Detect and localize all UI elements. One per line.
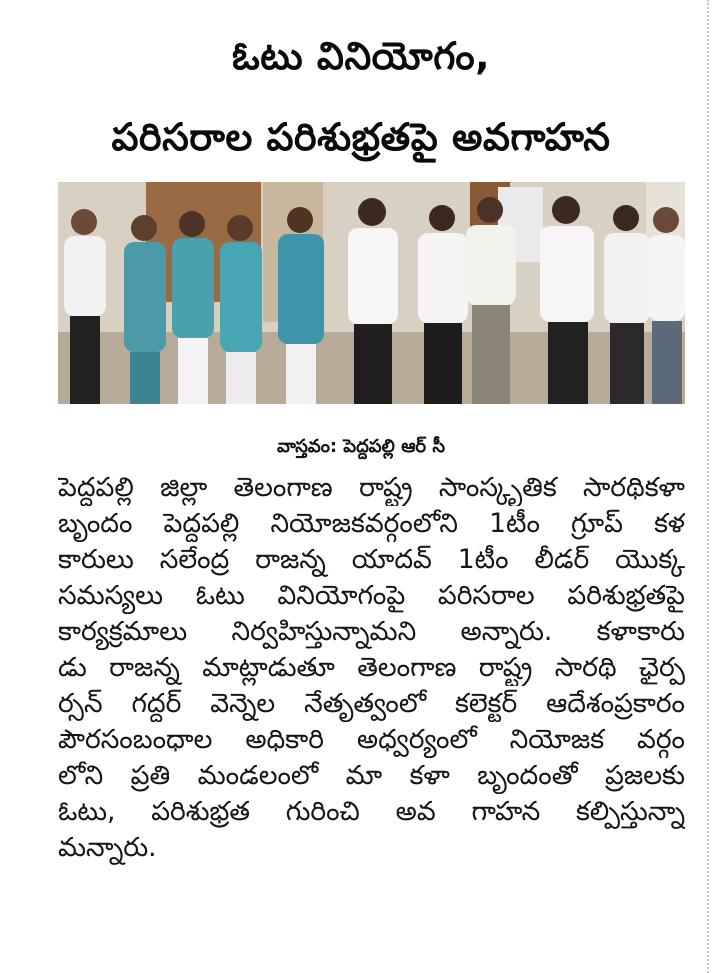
article-body [58, 470, 685, 866]
article-line: పౌరసంబంధాల అధికారి అధ్వర్యంలో నియోజక వర్గం [58, 724, 685, 755]
article-line: ర్సన్ గద్దర్ వెన్నెల నేతృత్వంలో కలెక్టర్ ఆదేశంప్రకారం [58, 688, 685, 719]
article-line: డు రాజన్న మాట్లాడుతూ తెలంగాణ రాష్ట్ర సారథి ఛైర్ప [58, 652, 685, 683]
article-line: కారులు సలేంద్ర రాజన్న యాదవ్ 1టీం లీడర్ యొక్క [58, 544, 685, 575]
article-line: మన్నారు. [58, 832, 157, 863]
group-photo-illustration [58, 182, 685, 404]
article-line: ఓటు, పరిశుభ్రత గురించి అవ గాహన కల్పిస్తున్నా [58, 796, 685, 827]
group-photo [58, 182, 685, 404]
headline-line-1: ఓటు వినియోగం, [231, 34, 491, 78]
article-line: సమస్యలు ఓటు వినియోగంపై పరిసరాల పరిశుభ్రతపై [58, 580, 685, 611]
headline-line-2: పరిసరాల పరిశుభ్రతపై అవగాహన [111, 115, 611, 159]
article-line: లోని ప్రతి మండలంలో మా కళా బృందంతో ప్రజలకు [58, 760, 685, 791]
article-line: కార్యక్రమాలు నిర్వహిస్తున్నామని అన్నారు. కళాకారు [58, 616, 685, 647]
article-line: పెద్దపల్లి జిల్లా తెలంగాణ రాష్ట్ర సాంస్కృతిక సారథికళా [58, 472, 685, 503]
article-line: బృందం పెద్దపల్లి నియోజకవర్గంలోని 1టీం గ్రూప్ కళ [58, 508, 685, 539]
byline: వాస్తవం: పెద్దపల్లి ఆర్ సీ [276, 436, 446, 457]
